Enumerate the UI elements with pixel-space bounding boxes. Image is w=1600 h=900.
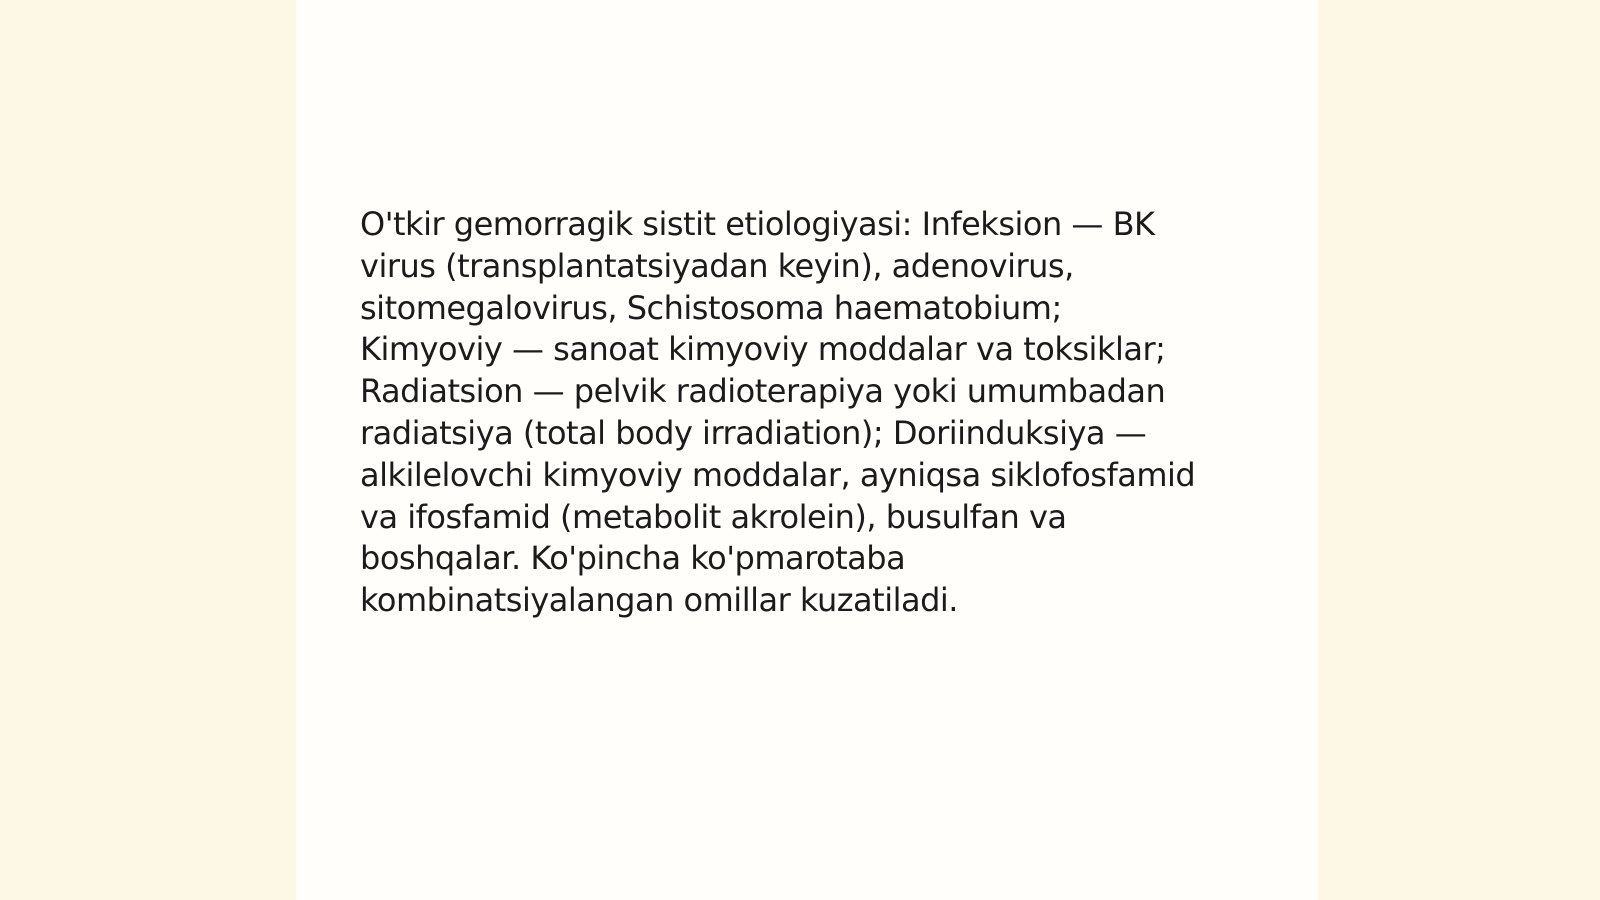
text-line: va ifosfamid (metabolit akrolein), busulfan va <box>360 497 1067 536</box>
text-line: boshqalar. Ko'pincha ko'pmarotaba <box>360 539 906 578</box>
text-line: Kimyoviy — sanoat kimyoviy moddalar va toksiklar; <box>360 330 1166 369</box>
slide <box>296 0 1318 900</box>
text-line: sitomegalovirus, Schistosoma haematobium; <box>360 288 1062 327</box>
text-line: kombinatsiyalangan omillar kuzatiladi. <box>360 581 958 620</box>
text-line: alkilelovchi kimyoviy moddalar, ayniqsa siklofosfamid <box>360 455 1196 494</box>
slide-body-text <box>360 204 1240 622</box>
text-line: Radiatsion — pelvik radioterapiya yoki umumbadan <box>360 372 1166 411</box>
text-line: radiatsiya (total body irradiation); Doriinduksiya — <box>360 413 1147 452</box>
text-line: virus (transplantatsiyadan keyin), adenovirus, <box>360 246 1074 285</box>
text-line: O'tkir gemorragik sistit etiologiyasi: Infeksion — BK <box>360 205 1155 243</box>
